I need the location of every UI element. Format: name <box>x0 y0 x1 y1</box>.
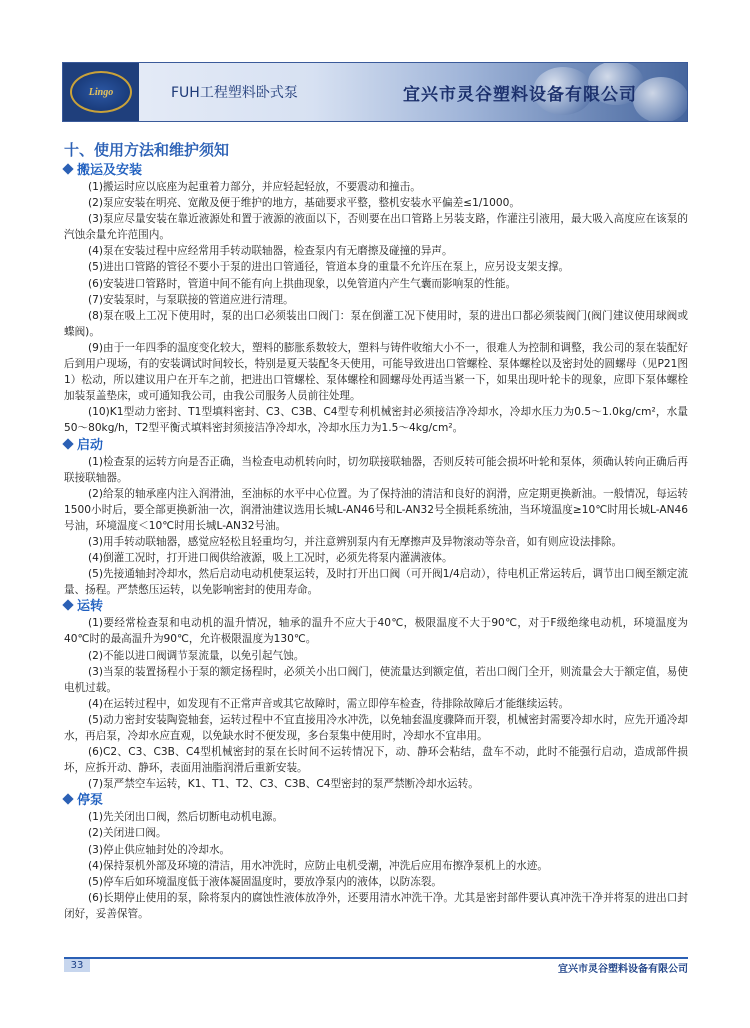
paragraph: (3)当泵的装置扬程小于泵的额定扬程时，必须关小出口阀门，使流量达到额定值，若出口阀门全开，则流量会大于额定值，易使电机过载。 <box>64 665 688 694</box>
paragraph: (1)检查泵的运转方向是否正确，当检查电动机转向时，切勿联接联轴器，否则反转可能会损坏叶轮和泵体，须确认转向正确后再联接联轴器。 <box>64 455 688 484</box>
subsection-heading <box>64 598 688 615</box>
subsection-heading <box>64 437 688 454</box>
paragraph: (7)泵严禁空车运转，K1、T1、T2、C3、C3B、C4型密封的泵严禁断冷却水运转。 <box>88 778 479 791</box>
company-logo <box>63 63 139 121</box>
paragraph: (5)先接通轴封冷却水，然后启动电动机使泵运转，及时打开出口阀（可开阀1/4启动），待电机正常运转后，调节出口阀至额定流量、扬程。严禁憋压运转，以免影响密封的使用寿命。 <box>64 568 688 597</box>
paragraph: (2)不能以进口阀调节泵流量，以免引起气蚀。 <box>88 649 305 662</box>
header-company-name: 宜兴市灵谷塑料设备有限公司 <box>403 85 637 105</box>
paragraph: (8)泵在吸上工况下使用时，泵的出口必须装出口阀门：泵在倒灌工况下使用时，泵的进出口都必须装阀门(阀门建议使用球阀或蝶阀)。 <box>64 309 688 338</box>
paragraph: (2)泵应安装在明亮、宽敞及便于维护的地方，基础要求平整，整机安装水平偏差≤1/1000。 <box>88 197 520 210</box>
logo-emblem <box>70 71 132 113</box>
subsection-heading-text: 运转 <box>77 599 104 615</box>
paragraph: (5)动力密封安装陶瓷轴套，运转过程中不宜直接用冷水冲洗，以免轴套温度骤降而开裂，机械密封需要冷却水时，应先开通冷却水，再启泵，冷却水应直观，以免缺水时不便发现，多台泵集中使用时，冷却水不宜串用。 <box>64 713 688 742</box>
diamond-bullet-icon <box>62 438 73 449</box>
paragraph: (6)C2、C3、C3B、C4型机械密封的泵在长时间不运转情况下，动、静环会粘结，盘车不动，此时不能强行启动，造成部件损坏，应拆开动、静环，表面用油脂润滑后重新安装。 <box>64 746 688 775</box>
page-header <box>62 62 688 122</box>
subsection-heading-text: 搬运及安装 <box>77 163 143 178</box>
logo-text: Lingo <box>88 86 114 98</box>
paragraph: (10)K1型动力密封、T1型填料密封、C3、C3B、C4型专利机械密封必须接洁净冷却水，冷却水压力为0.5～1.0kg/cm²，水量50～80kg/h，T2型平衡式填料密封须接洁净冷却水，冷却水压力为1.5～4kg/cm²。 <box>64 406 688 435</box>
paragraph: (3)停止供应轴封处的冷却水。 <box>88 843 231 856</box>
paragraph: (5)进出口管路的管径不要小于泵的进出口管通径，管道本身的重量不允许压在泵上，应另设支架支撑。 <box>88 261 570 274</box>
subsection-heading <box>64 162 688 179</box>
subsection-heading <box>64 792 688 809</box>
paragraph: (2)关闭进口阀。 <box>88 827 167 840</box>
content-body <box>64 162 688 922</box>
footer-rule <box>64 957 688 959</box>
paragraph: (6)安装进口管路时，管道中间不能有向上拱曲现象，以免管道内产生气囊而影响泵的性能。 <box>88 277 517 290</box>
diamond-bullet-icon <box>62 163 73 174</box>
paragraph: (7)安装泵时，与泵联接的管道应进行清理。 <box>88 293 294 306</box>
paragraph: (4)倒灌工况时，打开进口阀供给液源，吸上工况时，必须先将泵内灌满液体。 <box>88 552 453 565</box>
paragraph: (4)泵在安装过程中应经常用手转动联轴器，检查泵内有无磨擦及碰撞的异声。 <box>88 245 453 258</box>
diamond-bullet-icon <box>62 794 73 805</box>
pump-image-decor <box>633 77 688 122</box>
paragraph: (6)长期停止使用的泵，除将泵内的腐蚀性液体放净外，还要用清水冲洗干净。尤其是密封部件要认真冲洗干净并将泵的进出口封闭好，妥善保管。 <box>64 891 688 920</box>
page-number: 33 <box>64 959 90 972</box>
paragraph: (9)由于一年四季的温度变化较大，塑料的膨胀系数较大，塑料与铸件收缩大小不一，很难人为控制和调整，我公司的泵在装配好后到用户现场，有的安装调试时间较长，特别是夏天装配冬天使用，可能导致进出口管螺栓、泵体螺栓以及密封处的圆螺母（见P21图1）松动，所以建议用户在开车之前，把进出口管螺栓、泵体螺栓和圆螺母处再适当紧一下，如果出现叶轮卡的现象，应即下泵体螺栓加装泵盖垫床，或可通知我公司，由我公司服务人员前往处理。 <box>64 341 688 403</box>
subsection-heading-text: 启动 <box>77 437 104 453</box>
paragraph: (1)先关闭出口阀，然后切断电动机电源。 <box>88 811 284 824</box>
paragraph: (1)搬运时应以底座为起重着力部分，并应轻起轻放，不要震动和撞击。 <box>88 181 421 193</box>
paragraph: (1)要经常检查泵和电动机的温升情况，轴承的温升不应大于40℃，极限温度不大于90℃，对于F级绝缘电动机，环境温度为40℃时的最高温升为90℃，允许极限温度为130℃。 <box>64 617 688 646</box>
paragraph: (3)泵应尽量安装在靠近液源处和置于液源的液面以下，否则要在出口管路上另装支路，作灌注引液用，最大吸入高度应在该泵的汽蚀余量允许范围内。 <box>64 213 688 242</box>
paragraph: (4)保持泵机外部及环境的清洁，用水冲洗时，应防止电机受潮，冲洗后应用布擦净泵机上的水迹。 <box>88 859 548 872</box>
paragraph: (5)停车后如环境温度低于液体凝固温度时，要放净泵内的液体，以防冻裂。 <box>88 875 443 888</box>
paragraph: (4)在运转过程中，如发现有不正常声音或其它故障时，需立即停车检查，待排除故障后才能继续运转。 <box>88 697 570 710</box>
subsection-heading-text: 停泵 <box>77 793 104 809</box>
product-title: FUH工程塑料卧式泵 <box>171 85 298 101</box>
paragraph: (3)用手转动联轴器，感觉应轻松且轻重均匀，并注意辨别泵内有无摩擦声及异物滚动等杂音，如有则应设法排除。 <box>88 535 623 548</box>
diamond-bullet-icon <box>62 600 73 611</box>
paragraph: (2)给泵的轴承座内注入润滑油，至油标的水平中心位置。为了保持油的清洁和良好的润滑，应定期更换新油。一般情况，每运转1500小时后，要全部更换新油一次，润滑油建议选用长城L-AN46号和L-AN32号全损耗系统油，当环境温度≥10℃时用长城L-AN46号油，环境温度＜10℃时用长城L-AN32号油。 <box>64 487 688 532</box>
section-title: 十、使用方法和维护须知 <box>64 141 230 159</box>
footer-company-name: 宜兴市灵谷塑料设备有限公司 <box>558 964 688 975</box>
